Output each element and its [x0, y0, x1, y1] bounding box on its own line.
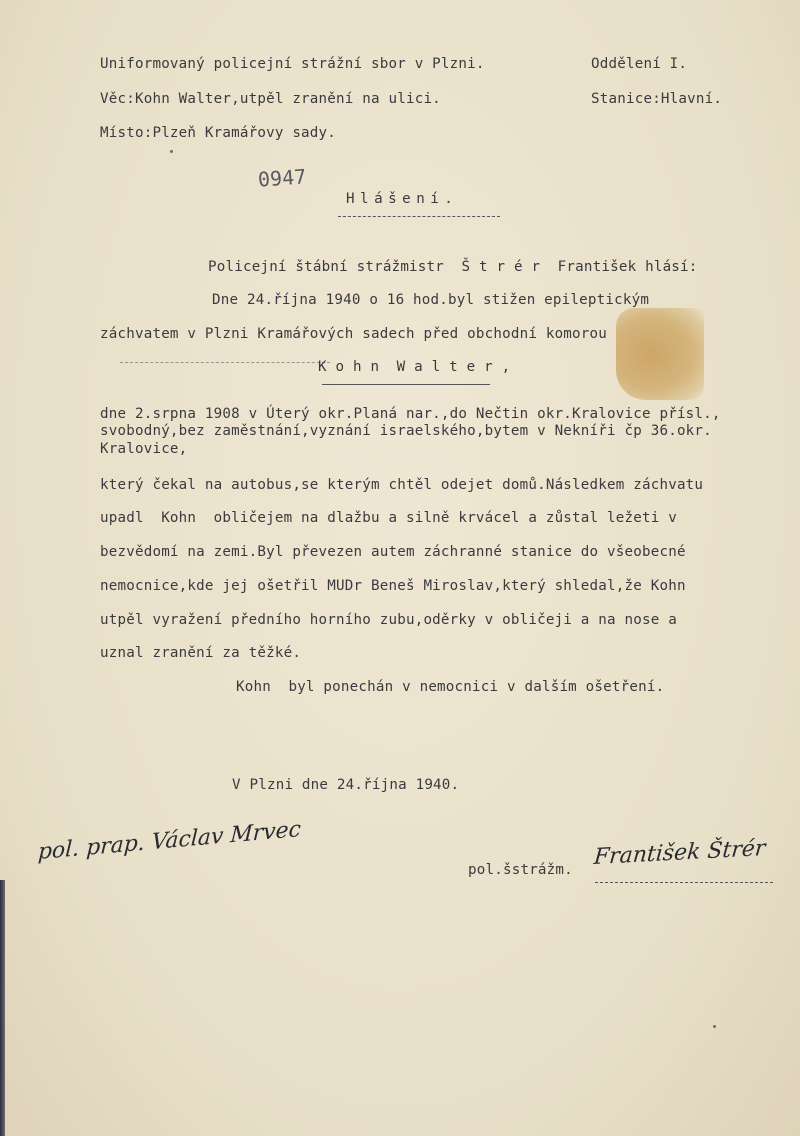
body-line-12: Kohn byl ponechán v nemocnici v dalším ošetření. — [236, 679, 665, 695]
header-org: Uniformovaný policejní strážní sbor v Plzni. — [100, 56, 485, 72]
body-line-8: bezvědomí na zemi.Byl převezen autem záchranné stanice do všeobecné — [100, 544, 686, 560]
body-line-11: uznal zranění za těžké. — [100, 645, 302, 661]
body-intro: Policejní štábní strážmistr Š t r é r František hlásí: — [208, 259, 698, 275]
paper-edge-shadow — [0, 880, 5, 1136]
body-line-4: svobodný,bez zaměstnání,vyznání israelského,bytem v Nekníři čp 36.okr. — [100, 423, 712, 439]
right-signature-label: pol.šstrážm. — [468, 862, 573, 878]
body-line-9: nemocnice,kde jej ošetřil MUDr Beneš Miroslav,který shledal,že Kohn — [100, 578, 686, 594]
body-line-2: záchvatem v Plzni Kramářových sadech před obchodní komorou — [100, 326, 608, 342]
right-signature: František Štrér — [592, 835, 767, 871]
title-underline — [338, 216, 500, 217]
document-title: Hlášení. — [346, 191, 459, 207]
file-number: 0947 — [257, 164, 307, 192]
ink-dot — [170, 150, 173, 153]
body-line-1: Dne 24.října 1940 o 16 hod.byl stižen epileptickým — [212, 292, 650, 308]
tape-stain — [616, 308, 704, 400]
faint-dash — [120, 362, 330, 363]
header-subject: Věc:Kohn Walter,utpěl zranění na ulici. — [100, 91, 441, 107]
body-line-10: utpěl vyražení předního horního zubu,oděrky v obličeji a na nose a — [100, 612, 677, 628]
header-place: Místo:Plzeň Kramářovy sady. — [100, 125, 337, 141]
body-line-3: dne 2.srpna 1908 v Úterý okr.Planá nar.,do Nečtin okr.Kralovice přísl., — [100, 406, 721, 422]
date-line: V Plzni dne 24.října 1940. — [232, 777, 460, 793]
signature-underline — [595, 882, 773, 883]
body-line-7: upadl Kohn obličejem na dlažbu a silně krvácel a zůstal ležeti v — [100, 510, 677, 526]
body-line-6: který čekal na autobus,se kterým chtěl odejet domů.Následkem záchvatu — [100, 477, 704, 493]
header-station: Stanice:Hlavní. — [591, 91, 723, 107]
body-name: K o h n W a l t e r , — [318, 359, 511, 375]
header-department: Oddělení I. — [591, 56, 688, 72]
left-signature: pol. prap. Václav Mrvec — [37, 816, 302, 866]
name-underline — [322, 384, 490, 385]
body-line-5: Kralovice, — [100, 441, 188, 457]
ink-dot-lower — [713, 1025, 716, 1028]
